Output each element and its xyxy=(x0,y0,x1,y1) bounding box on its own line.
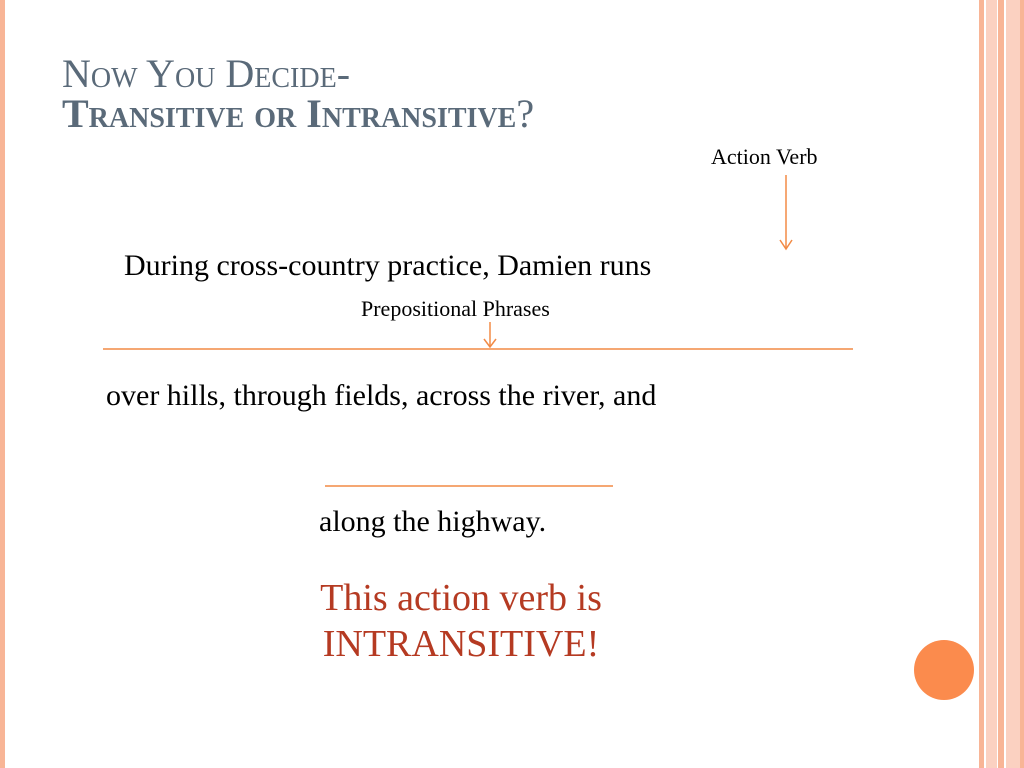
sentence-part-3: along the highway. xyxy=(319,505,547,538)
title-line-1: Now You Decide- xyxy=(62,51,351,96)
sentence-part-1: During cross-country practice, Damien runs xyxy=(124,249,652,282)
action-verb-label: Action Verb xyxy=(711,144,818,169)
conclusion-line-1: This action verb is xyxy=(320,577,602,619)
title-question-mark: ? xyxy=(516,91,535,136)
conclusion-line-2: INTRANSITIVE! xyxy=(322,623,600,665)
title-line-2-text: Transitive or Intransitive xyxy=(62,91,517,136)
prepositional-phrases-label: Prepositional Phrases xyxy=(361,296,550,321)
orange-circle-decoration xyxy=(914,640,974,700)
sentence-part-2: over hills, through fields, across the river, and xyxy=(106,379,657,412)
